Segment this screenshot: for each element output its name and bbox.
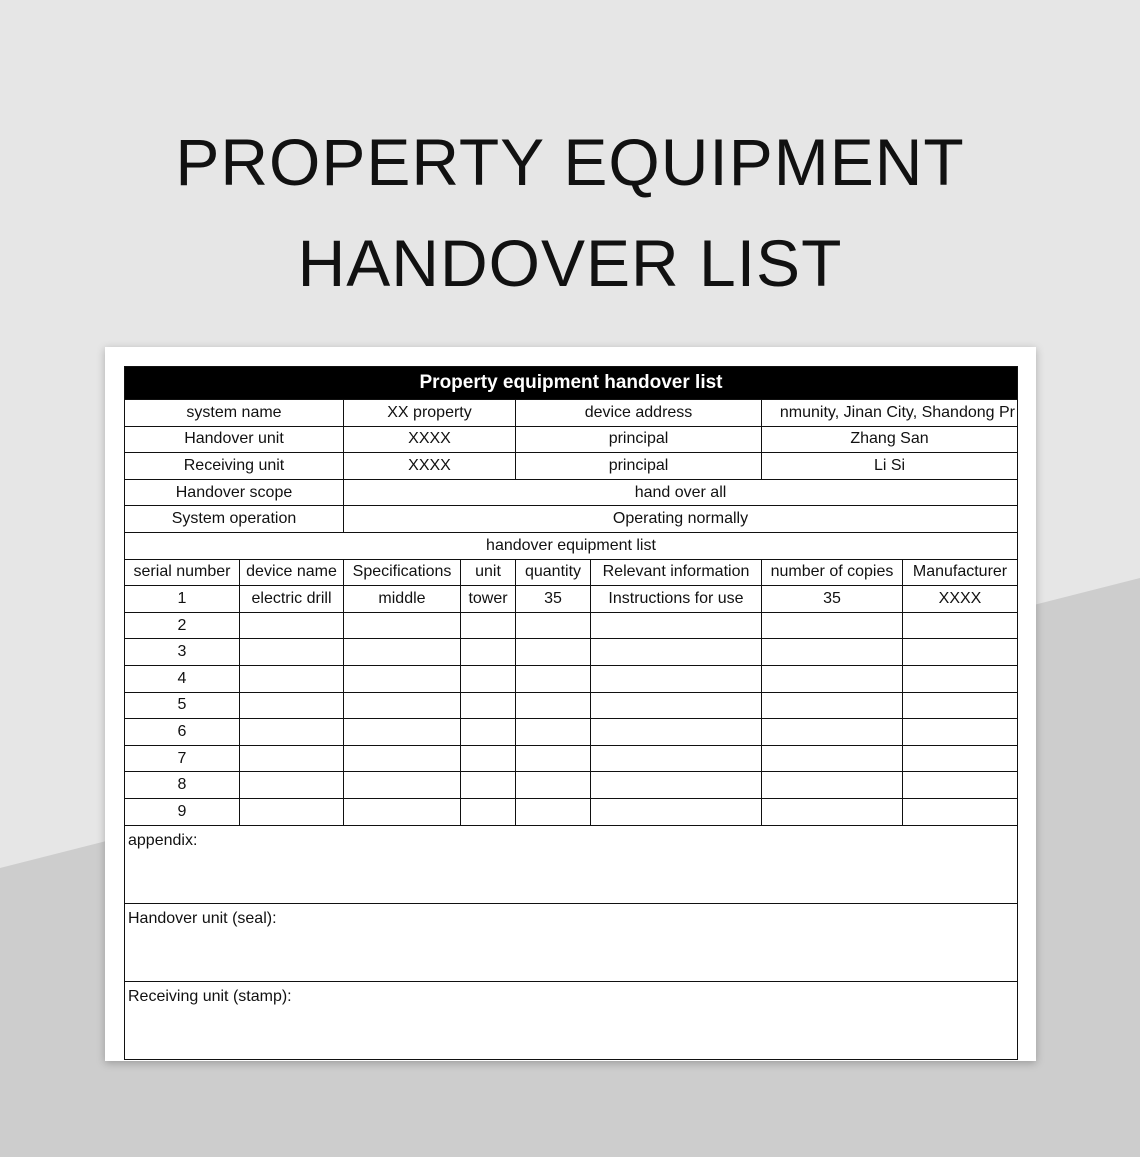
equipment-list-title: handover equipment list (125, 532, 1018, 559)
table-cell[interactable] (591, 719, 762, 746)
table-cell[interactable] (591, 665, 762, 692)
table-row (125, 745, 1018, 772)
table-cell[interactable] (461, 798, 516, 825)
table-cell[interactable] (762, 639, 903, 666)
table-cell[interactable] (903, 798, 1018, 825)
system-operation-label: System operation (125, 506, 344, 533)
table-cell[interactable] (762, 745, 903, 772)
table-cell[interactable] (240, 719, 344, 746)
table-cell[interactable]: 6 (125, 719, 240, 746)
table-cell[interactable] (516, 745, 591, 772)
table-cell[interactable]: 5 (125, 692, 240, 719)
table-cell[interactable] (903, 612, 1018, 639)
handover-principal-label: principal (516, 426, 762, 453)
table-cell[interactable] (344, 772, 461, 799)
table-cell[interactable] (344, 612, 461, 639)
column-header: serial number (125, 559, 240, 586)
table-cell[interactable] (591, 798, 762, 825)
table-cell[interactable] (903, 745, 1018, 772)
table-row (125, 665, 1018, 692)
device-address-value (762, 400, 1018, 427)
table-row (125, 639, 1018, 666)
info-row-scope (125, 479, 1018, 506)
table-cell[interactable]: middle (344, 586, 461, 613)
spreadsheet-preview (105, 347, 1036, 1061)
table-row (125, 798, 1018, 825)
table-cell[interactable] (903, 772, 1018, 799)
table-cell[interactable]: 1 (125, 586, 240, 613)
page-title-line-2: HANDOVER LIST (297, 226, 843, 300)
column-header: unit (461, 559, 516, 586)
device-address-text: nmunity, Jinan City, Shandong Pr (779, 403, 1015, 421)
info-row-receiving (125, 453, 1018, 480)
table-cell[interactable] (516, 798, 591, 825)
table-cell[interactable] (516, 639, 591, 666)
table-cell[interactable] (461, 639, 516, 666)
table-row (125, 692, 1018, 719)
table-cell[interactable] (516, 612, 591, 639)
appendix-section-row (125, 825, 1018, 903)
receiving-principal-label: principal (516, 453, 762, 480)
table-cell[interactable]: tower (461, 586, 516, 613)
handover-seal-section[interactable]: Handover unit (seal): (125, 903, 1018, 981)
table-cell[interactable] (516, 692, 591, 719)
table-cell[interactable] (344, 719, 461, 746)
table-cell[interactable]: 35 (762, 586, 903, 613)
table-cell[interactable] (516, 665, 591, 692)
table-cell[interactable] (461, 692, 516, 719)
handover-scope-value: hand over all (344, 479, 1018, 506)
table-cell[interactable] (516, 772, 591, 799)
table-cell[interactable] (461, 612, 516, 639)
table-cell[interactable] (762, 692, 903, 719)
table-cell[interactable] (903, 719, 1018, 746)
column-header: Specifications (344, 559, 461, 586)
column-header: Manufacturer (903, 559, 1018, 586)
table-cell[interactable] (240, 665, 344, 692)
table-cell[interactable] (762, 772, 903, 799)
system-operation-value: Operating normally (344, 506, 1018, 533)
table-cell[interactable] (344, 639, 461, 666)
table-row (125, 719, 1018, 746)
sheet-header: Property equipment handover list (125, 367, 1018, 400)
table-cell[interactable] (240, 639, 344, 666)
handover-unit-label: Handover unit (125, 426, 344, 453)
page-title-line-1: PROPERTY EQUIPMENT (175, 125, 965, 199)
receiving-principal-value: Li Si (762, 453, 1018, 480)
table-cell[interactable]: 8 (125, 772, 240, 799)
table-cell[interactable] (461, 745, 516, 772)
table-cell[interactable]: 9 (125, 798, 240, 825)
table-cell[interactable] (240, 612, 344, 639)
table-cell[interactable]: 2 (125, 612, 240, 639)
table-cell[interactable] (762, 798, 903, 825)
appendix-section[interactable]: appendix: (125, 825, 1018, 903)
table-cell[interactable] (516, 719, 591, 746)
table-cell[interactable] (903, 639, 1018, 666)
table-cell[interactable]: XXXX (903, 586, 1018, 613)
table-cell[interactable] (240, 745, 344, 772)
table-row (125, 612, 1018, 639)
handover-seal-section-row (125, 903, 1018, 981)
table-cell[interactable] (762, 612, 903, 639)
handover-scope-label: Handover scope (125, 479, 344, 506)
column-header-row (125, 559, 1018, 586)
table-cell[interactable]: 7 (125, 745, 240, 772)
system-name-label: system name (125, 400, 344, 427)
table-cell[interactable]: 4 (125, 665, 240, 692)
table-row (125, 772, 1018, 799)
table-cell[interactable] (461, 665, 516, 692)
info-row-system (125, 400, 1018, 427)
table-cell[interactable]: 35 (516, 586, 591, 613)
column-header: Relevant information (591, 559, 762, 586)
list-title-row (125, 532, 1018, 559)
page-title (0, 112, 1140, 314)
column-header: device name (240, 559, 344, 586)
receiving-unit-value: XXXX (344, 453, 516, 480)
table-cell[interactable] (762, 665, 903, 692)
table-cell[interactable] (591, 772, 762, 799)
column-header: number of copies (762, 559, 903, 586)
receiving-stamp-section-row (125, 981, 1018, 1059)
table-cell[interactable]: Instructions for use (591, 586, 762, 613)
table-cell[interactable] (240, 772, 344, 799)
table-cell[interactable] (591, 639, 762, 666)
info-row-operation (125, 506, 1018, 533)
table-cell[interactable] (461, 719, 516, 746)
table-cell[interactable] (344, 665, 461, 692)
table-row (125, 586, 1018, 613)
table-cell[interactable] (591, 612, 762, 639)
device-address-label: device address (516, 400, 762, 427)
table-cell[interactable] (591, 692, 762, 719)
table-cell[interactable]: 3 (125, 639, 240, 666)
table-cell[interactable] (344, 692, 461, 719)
table-cell[interactable] (344, 798, 461, 825)
info-row-handover (125, 426, 1018, 453)
table-cell[interactable] (240, 798, 344, 825)
handover-form-table (124, 366, 1018, 1060)
receiving-stamp-section[interactable]: Receiving unit (stamp): (125, 981, 1018, 1059)
handover-principal-value: Zhang San (762, 426, 1018, 453)
column-header: quantity (516, 559, 591, 586)
table-cell[interactable] (762, 719, 903, 746)
table-cell[interactable] (903, 692, 1018, 719)
table-cell[interactable] (461, 772, 516, 799)
receiving-unit-label: Receiving unit (125, 453, 344, 480)
table-cell[interactable] (344, 745, 461, 772)
table-cell[interactable] (591, 745, 762, 772)
table-cell[interactable] (903, 665, 1018, 692)
table-cell[interactable] (240, 692, 344, 719)
handover-unit-value: XXXX (344, 426, 516, 453)
system-name-value: XX property (344, 400, 516, 427)
table-cell[interactable]: electric drill (240, 586, 344, 613)
